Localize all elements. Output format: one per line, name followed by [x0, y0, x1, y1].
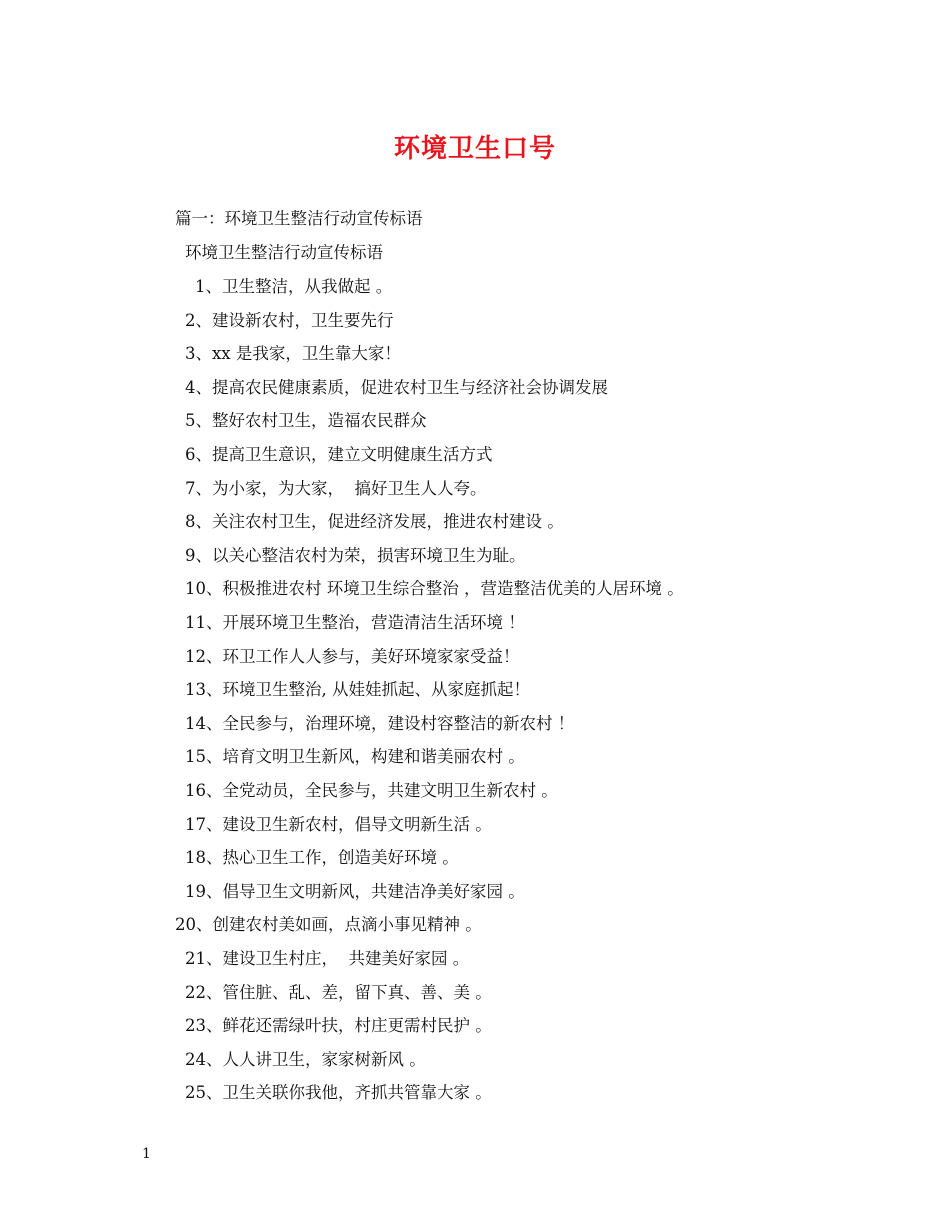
page-number: 1: [142, 1146, 151, 1162]
list-item: 5、整好农村卫生，造福农民群众: [185, 411, 427, 430]
list-item: 1、卫生整洁，从我做起 。: [195, 277, 393, 296]
subheading: 环境卫生整洁行动宣传标语: [185, 243, 383, 262]
list-item: 25、卫生关联你我他，齐抓共管靠大家 。: [185, 1083, 492, 1102]
list-item: 4、提高农民健康素质，促进农村卫生与经济社会协调发展: [185, 378, 608, 397]
list-item: 7、为小家，为大家， 搞好卫生人人夸。: [185, 479, 487, 498]
list-item: 17、建设卫生新农村，倡导文明新生活 。: [185, 815, 492, 834]
list-item: 12、环卫工作人人参与，美好环境家家受益！: [185, 647, 520, 666]
section-heading: 篇一：环境卫生整洁行动宣传标语: [175, 209, 423, 228]
list-item: 2、建设新农村，卫生要先行: [185, 311, 394, 330]
list-item: 11、开展环境卫生整治，营造清洁生活环境 ！: [185, 613, 525, 632]
list-item: 22、管住脏、乱、差，留下真、善、美 。: [185, 983, 492, 1002]
list-item: 18、热心卫生工作，创造美好环境 。: [185, 848, 459, 867]
list-item: 3、xx 是我家，卫生靠大家！: [185, 344, 401, 363]
list-item: 13、环境卫生整治, 从娃娃抓起、从家庭抓起！: [185, 680, 530, 699]
list-item: 20、创建农村美如画，点滴小事见精神 。: [175, 915, 482, 934]
list-item: 9、以关心整洁农村为荣，损害环境卫生为耻。: [185, 546, 526, 565]
list-item: 24、人人讲卫生，家家树新风 。: [185, 1050, 426, 1069]
list-item: 19、倡导卫生文明新风，共建洁净美好家园 。: [185, 882, 525, 901]
list-item: 6、提高卫生意识，建立文明健康生活方式: [185, 445, 493, 464]
list-item: 23、鲜花还需绿叶扶，村庄更需村民护 。: [185, 1016, 492, 1035]
list-item: 16、全党动员，全民参与，共建文明卫生新农村 。: [185, 781, 558, 800]
list-item: 21、建设卫生村庄， 共建美好家园 。: [185, 949, 470, 968]
list-item: 8、关注农村卫生，促进经济发展，推进农村建设 。: [185, 512, 564, 531]
document-title: 环境卫生口号: [393, 134, 556, 164]
list-item: 15、培育文明卫生新风，构建和谐美丽农村 。: [185, 747, 525, 766]
list-item: 10、积极推进农村 环境卫生综合整治 ，营造整洁优美的人居环境 。: [185, 579, 684, 598]
list-item: 14、全民参与，治理环境，建设村容整洁的新农村 ！: [185, 714, 575, 733]
